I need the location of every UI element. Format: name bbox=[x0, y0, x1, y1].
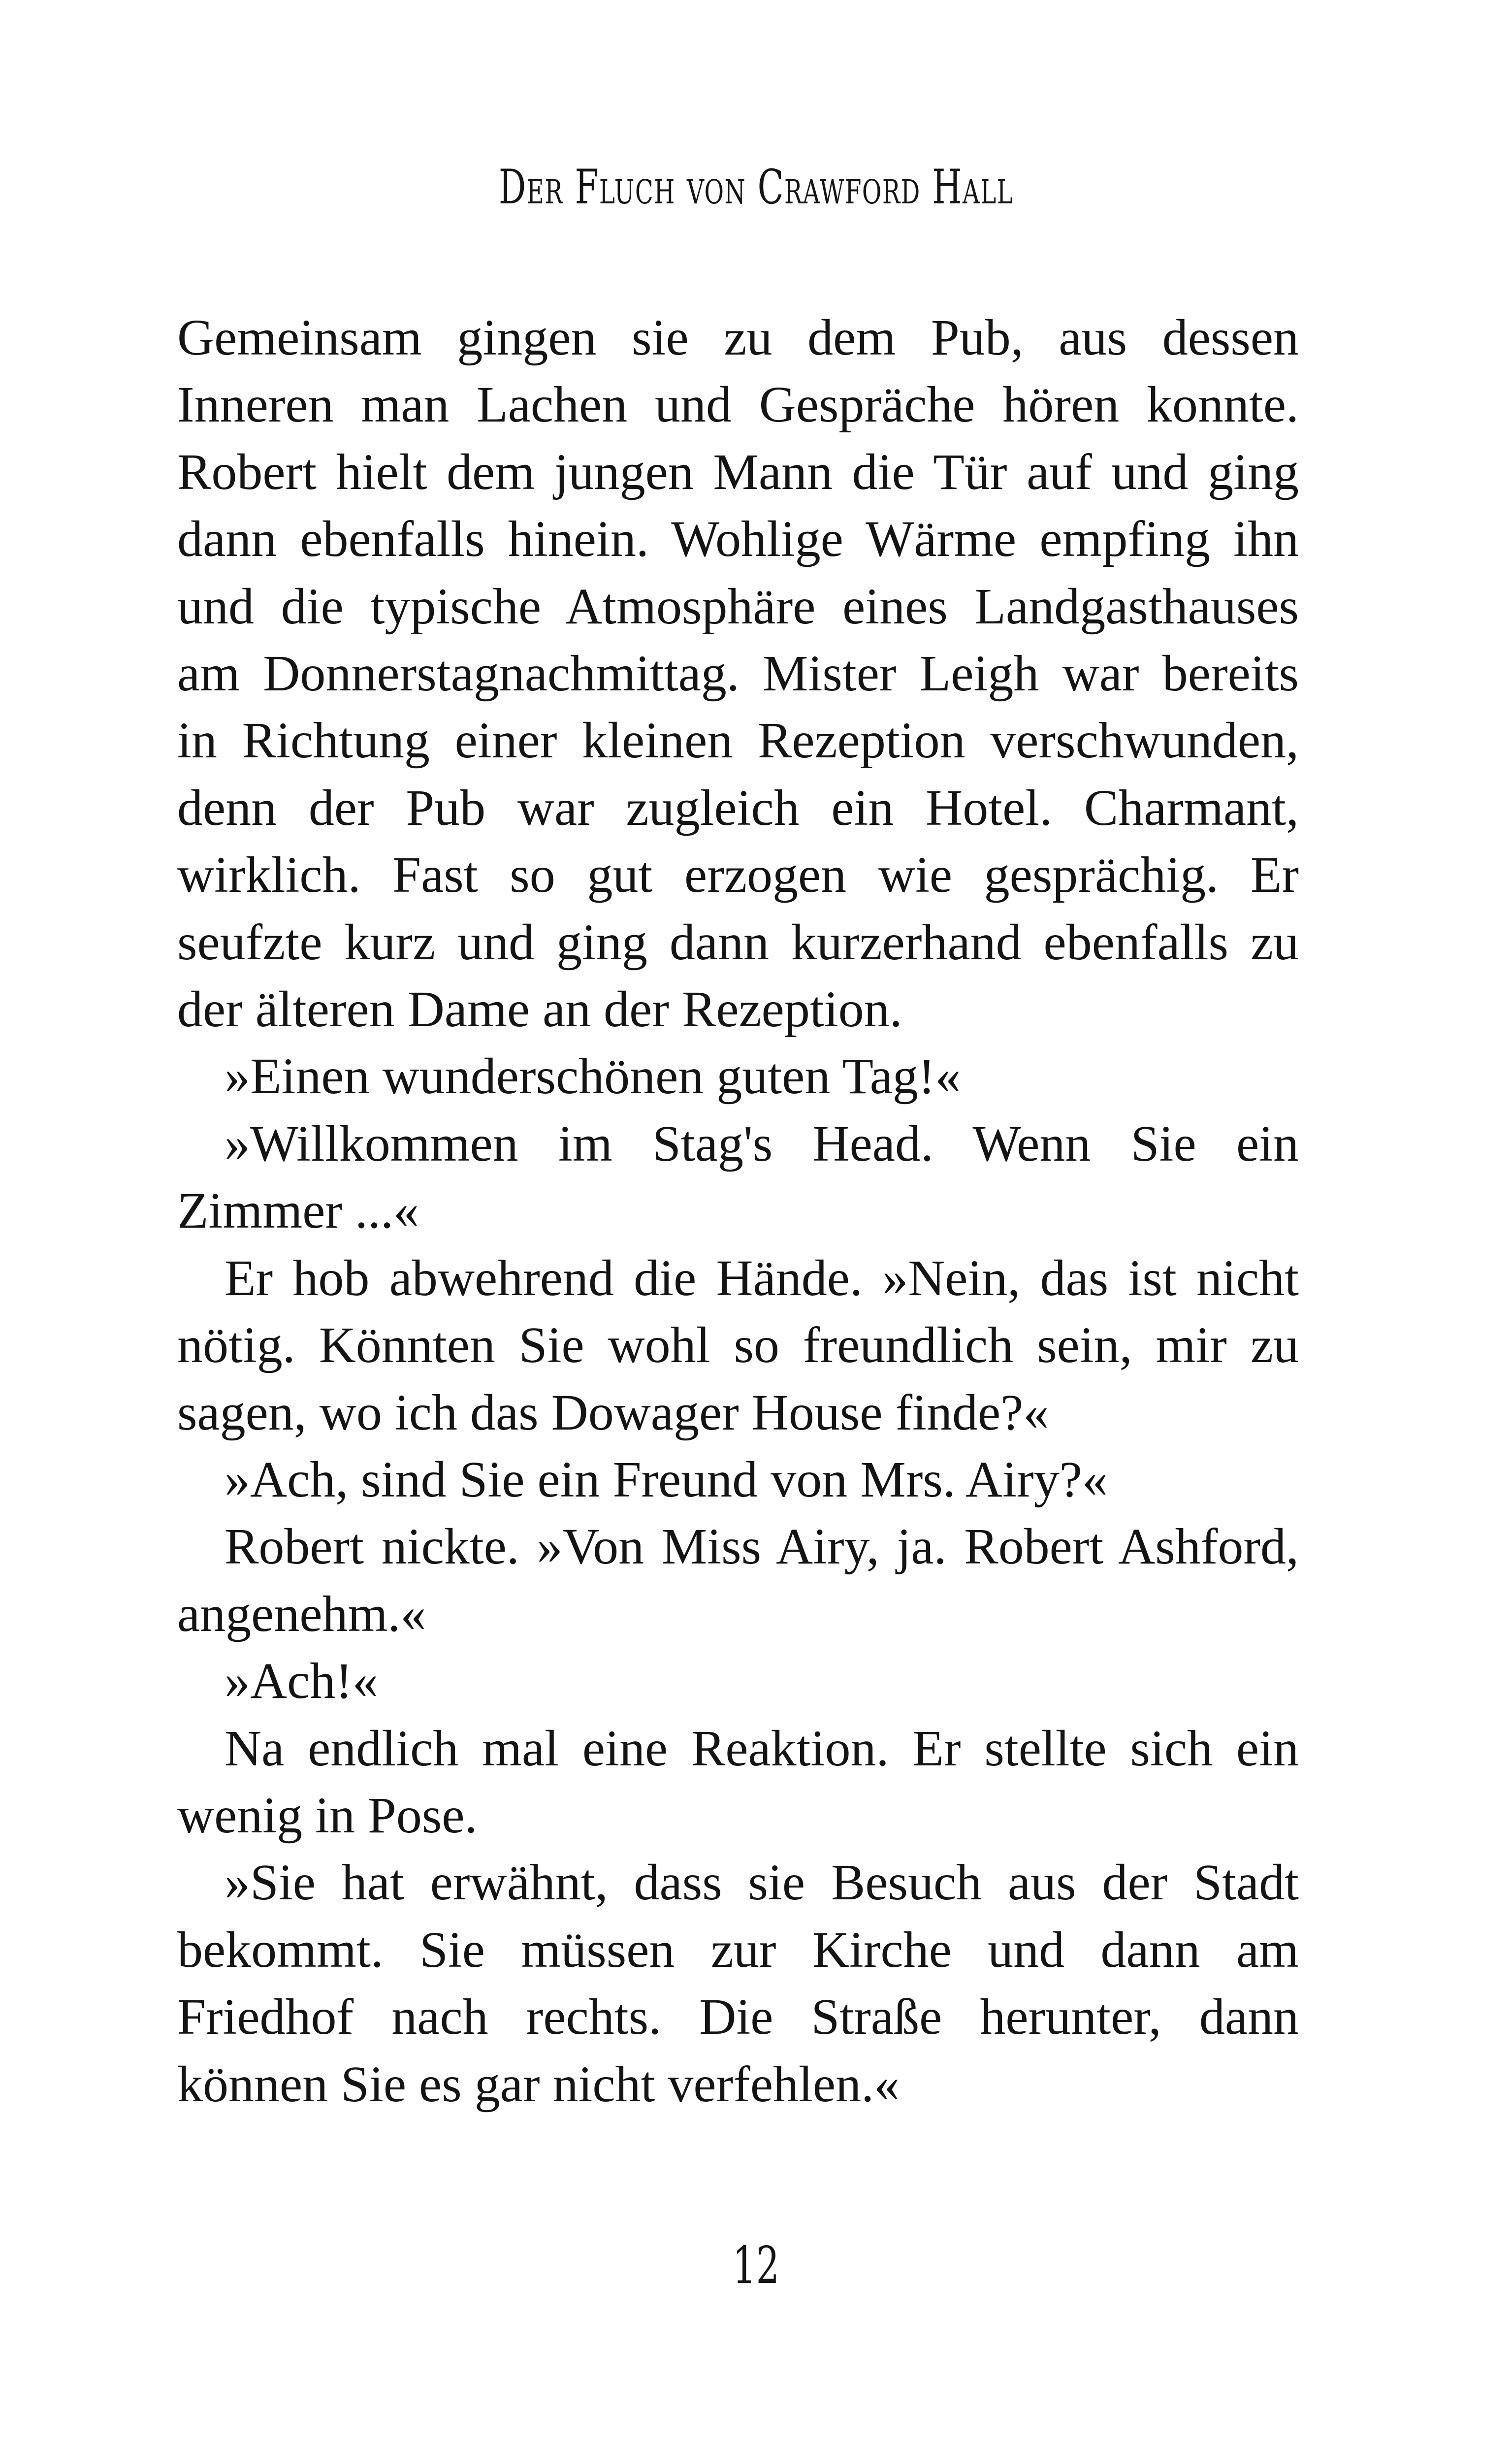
paragraph: Er hob abwehrend die Hände. »Nein, das ist nicht nötig. Könnten Sie wohl so freundlich sein, mir zu sagen, wo ich das Dowager House finde?« bbox=[177, 1249, 1299, 1441]
paragraph: Na endlich mal eine Reaktion. Er stellte sich ein wenig in Pose. bbox=[177, 1720, 1299, 1844]
page-number: 12 bbox=[732, 2235, 780, 2295]
paragraph: »Sie hat erwähnt, dass sie Besuch aus der Stadt bekommt. Sie müssen zur Kirche und dann am Friedhof nach rechts. Die Straße herunter, dann können Sie es gar nicht verfehlen.« bbox=[177, 1854, 1299, 2113]
body-text bbox=[177, 304, 1299, 2118]
paragraph: Gemeinsam gingen sie zu dem Pub, aus dessen Inneren man Lachen und Gespräche hören konnte. Robert hielt dem jungen Mann die Tür auf und ging dann ebenfalls hinein. Wohlige Wärme empfing ihn und die typische Atmosphäre eines Landgasthauses am Donnerstagnachmittag. Mister Leigh war bereits in Richtung einer kleinen Rezeption verschwunden, denn der Pub war zugleich ein Hotel. Charmant, wirklich. Fast so gut erzogen wie gesprächig. Er seufzte kurz und ging dann kurzerhand ebenfalls zu der älteren Dame an der Rezeption. bbox=[177, 309, 1299, 1038]
running-head-title: Der Fluch von Crawford Hall bbox=[498, 160, 1014, 215]
paragraph: »Ach, sind Sie ein Freund von Mrs. Airy?« bbox=[225, 1451, 1108, 1508]
paragraph: »Einen wunderschönen guten Tag!« bbox=[225, 1048, 961, 1105]
paragraph: »Willkommen im Stag's Head. Wenn Sie ein Zimmer ...« bbox=[177, 1115, 1299, 1239]
running-head bbox=[212, 148, 1300, 227]
paragraph: Robert nickte. »Von Miss Airy, ja. Robert Ashford, angenehm.« bbox=[177, 1518, 1299, 1642]
paragraph: »Ach!« bbox=[225, 1653, 378, 1710]
